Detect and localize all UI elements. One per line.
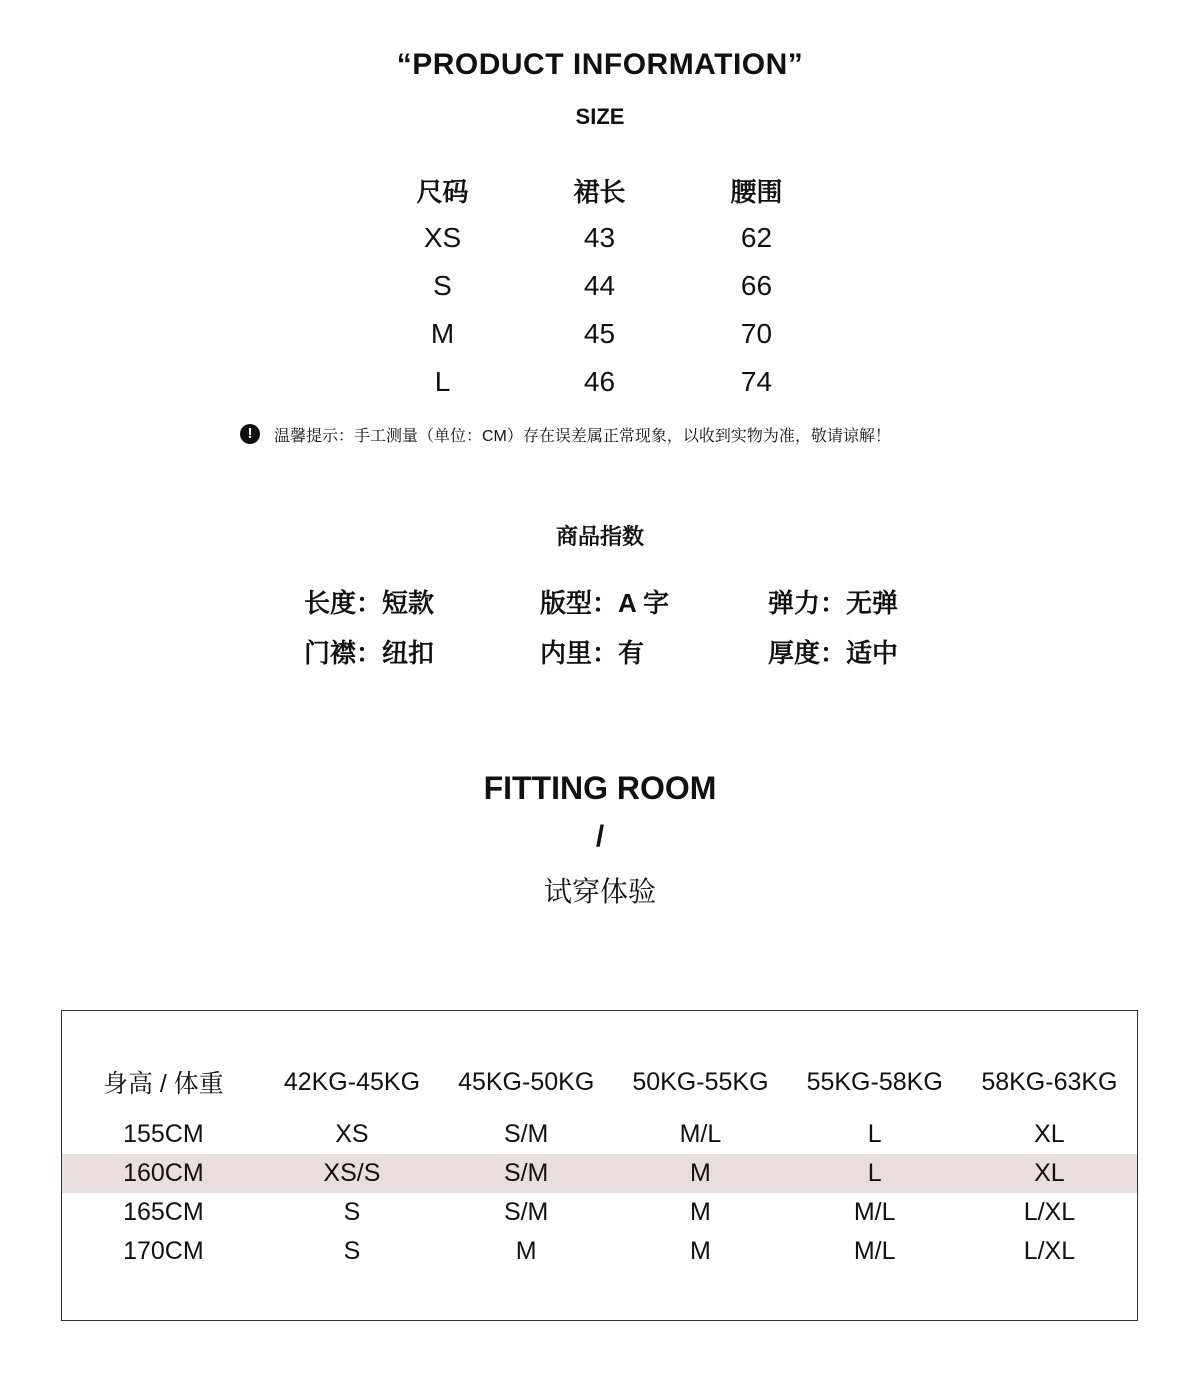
fitting-cell: L/XL [1023,1198,1076,1226]
fitting-cell: M/L [853,1237,896,1265]
size-cell: 70 [740,318,773,349]
fitting-header-cell: 身高 / 体重 [102,1070,224,1098]
size-cell: S [433,270,452,301]
product-index-row [304,626,924,676]
page-title: “PRODUCT INFORMATION” [396,48,804,81]
size-cell: 46 [583,366,616,397]
fitting-header-cell: 58KG-63KG [981,1067,1118,1096]
size-cell: L [434,366,451,397]
fitting-cell: XS/S [323,1159,381,1187]
size-cell: 66 [740,270,773,301]
fitting-header-cell: 50KG-55KG [632,1067,769,1096]
size-cell: 74 [740,366,773,397]
fitting-cell: L/XL [1023,1237,1076,1265]
fitting-cell: M/L [853,1198,896,1226]
fitting-header-cell: 55KG-58KG [806,1067,943,1096]
fitting-cell: M [690,1159,711,1187]
fitting-room-divider: / [595,820,605,853]
size-table-row [364,310,836,358]
size-section-label: SIZE [575,104,625,129]
product-index-item: 版型：A 字 [540,587,670,618]
fitting-cell: M [515,1237,537,1265]
notice-text: 温馨提示：手工测量（单位：CM）存在误差属正常现象，以收到实物为准，敬请谅解！ [274,427,891,445]
fitting-cell: XL [1034,1120,1065,1148]
size-cell: 62 [740,222,773,253]
size-cell: XS [423,222,462,253]
fitting-cell: S/M [503,1120,549,1148]
product-index-item: 长度：短款 [304,587,435,618]
fitting-cell: 170CM [123,1237,204,1265]
size-table [364,166,836,406]
fitting-header-cell: 45KG-50KG [458,1067,595,1096]
product-index-grid [304,576,924,676]
fitting-cell: M [690,1198,711,1226]
fitting-cell: S/M [503,1159,549,1187]
fitting-table-row [62,1115,1137,1154]
size-header-cell: 裙长 [573,176,626,207]
fitting-cell: L [867,1159,882,1187]
product-index-item: 厚度：适中 [768,637,899,668]
fitting-cell: 165CM [123,1198,204,1226]
fitting-cell: XL [1034,1159,1065,1187]
size-header-cell: 腰围 [730,176,783,207]
exclamation-circle-icon: ! [240,424,260,444]
size-table-header [364,166,836,214]
size-table-row [364,214,836,262]
size-header-cell: 尺码 [416,176,469,207]
fitting-cell: S [343,1237,361,1265]
fitting-cell: 160CM [123,1159,204,1187]
fitting-table-row-highlighted [62,1154,1137,1193]
product-index-item: 门襟：纽扣 [304,637,435,668]
product-index-row [304,576,924,626]
size-cell: 43 [583,222,616,253]
fitting-header-cell: 42KG-45KG [283,1067,421,1096]
fitting-table-header [62,1061,1137,1103]
fitting-cell: 155CM [123,1120,204,1148]
fitting-table-row [62,1193,1137,1232]
size-table-row [364,358,836,406]
fitting-table-box [61,1010,1138,1321]
product-index-item: 内里：有 [540,637,645,668]
fitting-room-subtitle: 试穿体验 [543,876,656,907]
size-table-row [364,262,836,310]
fitting-cell: M [690,1237,711,1265]
fitting-cell: S [343,1198,361,1226]
measurement-notice [240,422,891,446]
size-cell: M [430,318,455,349]
size-cell: 45 [583,318,616,349]
fitting-cell: L [867,1120,882,1148]
fitting-room-title: FITTING ROOM [483,770,717,806]
fitting-table [62,1061,1137,1271]
fitting-cell: M/L [679,1120,722,1148]
size-cell: 44 [583,270,616,301]
product-index-item: 弹力：无弹 [768,587,899,618]
fitting-table-row [62,1232,1137,1271]
fitting-cell: XS [335,1120,369,1148]
product-index-title: 商品指数 [555,524,644,549]
fitting-cell: S/M [503,1198,549,1226]
